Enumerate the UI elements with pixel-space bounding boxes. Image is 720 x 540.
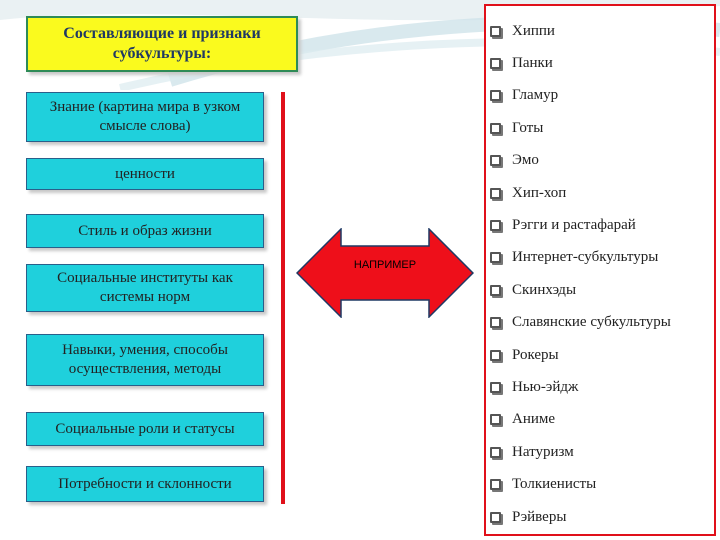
diagram-title: Составляющие и признаки субкультуры:	[26, 16, 298, 72]
checkbox-bullet-icon	[490, 188, 501, 199]
component-skills: Навыки, умения, способы осуществления, методы	[26, 334, 264, 386]
list-item: Нью-эйдж	[490, 371, 671, 403]
list-item: Интернет-субкультуры	[490, 242, 671, 274]
double-arrow-icon	[296, 228, 474, 318]
checkbox-bullet-icon	[490, 26, 501, 37]
checkbox-bullet-icon	[490, 447, 501, 458]
list-item: Гламур	[490, 80, 671, 112]
checkbox-bullet-icon	[490, 252, 501, 263]
list-item: Толкиенисты	[490, 468, 671, 500]
arrow-label: НАПРИМЕР	[353, 259, 417, 271]
list-item: Хиппи	[490, 15, 671, 47]
checkbox-bullet-icon	[490, 350, 501, 361]
list-item: Рэгги и растафарай	[490, 209, 671, 241]
component-institutions: Социальные институты как системы норм	[26, 264, 264, 312]
checkbox-bullet-icon	[490, 90, 501, 101]
checkbox-bullet-icon	[490, 512, 501, 523]
list-item: Готы	[490, 112, 671, 144]
divider-line	[281, 92, 285, 504]
checkbox-bullet-icon	[490, 414, 501, 425]
component-roles: Социальные роли и статусы	[26, 412, 264, 446]
checkbox-bullet-icon	[490, 317, 501, 328]
checkbox-bullet-icon	[490, 285, 501, 296]
list-item: Натуризм	[490, 436, 671, 468]
list-item: Рокеры	[490, 339, 671, 371]
component-values: ценности	[26, 158, 264, 190]
component-needs: Потребности и склонности	[26, 466, 264, 502]
list-item: Хип-хоп	[490, 177, 671, 209]
checkbox-bullet-icon	[490, 220, 501, 231]
list-item: Панки	[490, 47, 671, 79]
list-item: Славянские субкультуры	[490, 307, 671, 339]
examples-list	[490, 15, 671, 533]
component-knowledge: Знание (картина мира в узком смысле слова)	[26, 92, 264, 142]
checkbox-bullet-icon	[490, 155, 501, 166]
checkbox-bullet-icon	[490, 479, 501, 490]
checkbox-bullet-icon	[490, 123, 501, 134]
component-lifestyle: Стиль и образ жизни	[26, 214, 264, 248]
list-item: Эмо	[490, 145, 671, 177]
checkbox-bullet-icon	[490, 58, 501, 69]
list-item: Скинхэды	[490, 274, 671, 306]
checkbox-bullet-icon	[490, 382, 501, 393]
list-item: Рэйверы	[490, 501, 671, 533]
list-item: Аниме	[490, 404, 671, 436]
